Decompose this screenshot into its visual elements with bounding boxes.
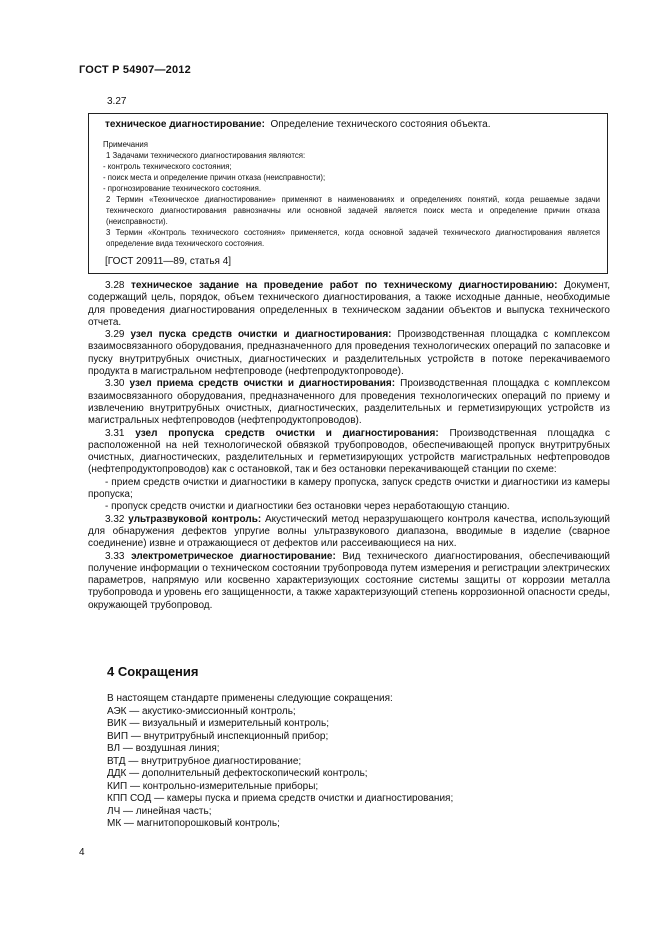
list-item: ВИП — внутритрубный инспекционный прибор; <box>107 730 329 742</box>
abbreviations-intro: В настоящем стандарте применены следующие сокращения: <box>107 693 393 704</box>
note-line: - прогнозирование технического состояния. <box>103 184 262 193</box>
clause-3-31-item <box>88 501 610 513</box>
notes-title: Примечания <box>103 140 149 149</box>
clause-number: 3.31 <box>105 427 125 439</box>
clause-3-32 <box>88 514 610 551</box>
clause-3-29 <box>88 329 610 378</box>
clause-text: - пропуск средств очистки и диагностики без остановки через неработающую станцию. <box>105 501 510 513</box>
clause-3-30 <box>88 378 610 427</box>
clause-term: узел пропуска средств очистки и диагностирования: <box>135 427 439 439</box>
term-definition-box <box>88 113 608 274</box>
note-line: 2 Термин «Техническое диагностирование» применяют в наименованиях и определениях понятий, когда решаемые задачи технического диагностирования равнозначны или основной задачей является поиск места и определение причин отказа (неисправности). <box>106 195 600 226</box>
source-reference: [ГОСТ 20911—89, статья 4] <box>105 256 232 267</box>
clause-number-3-27: 3.27 <box>107 96 127 107</box>
list-item: КПП СОД — камеры пуска и приема средств очистки и диагностирования; <box>107 793 454 804</box>
list-item: ДДК — дополнительный дефектоскопический контроль; <box>107 768 368 779</box>
page-number: 4 <box>79 847 85 858</box>
note-line: - поиск места и определение причин отказа (неисправности); <box>103 173 326 182</box>
clause-number: 3.33 <box>105 550 125 562</box>
clause-text: Вид технического диагностирования, обеспечивающий получение информации о техническом состоянии трубопровода путем измерения и регистрации электрических параметров, напрямую или косвенно характеризующих состояние системы защиты от коррозии металла трубопровода и уровень его защищенности, а также характеризующий степень коррозионной опасности среды, окружающей трубопровод. <box>88 550 611 611</box>
clause-term: ультразвуковой контроль: <box>128 513 262 525</box>
term-definition-line <box>105 119 490 130</box>
clause-term: узел приема средств очистки и диагностирования: <box>129 378 396 390</box>
clause-3-28 <box>88 280 610 329</box>
note-line: 3 Термин «Контроль технического состояния» применяется, когда основной задачей технического диагностирования является определение вида технического состояния. <box>106 228 600 248</box>
note-line: 1 Задачами технического диагностирования являются: <box>106 151 306 160</box>
clause-number: 3.29 <box>105 329 125 341</box>
list-item: ВЛ — воздушная линия; <box>107 743 220 754</box>
clause-text: Производственная площадка с комплексом взаимосвязанного оборудования, предназначенного для проведения технологических операций по запасовке и пуску внутритрубных очистных, диагностических и разделительных устройств в потоке перекачиваемого продукта в магистральном нефтепроводе (нефтепродуктопроводе). <box>88 329 611 378</box>
clause-term: техническое задание на проведение работ по техническому диагностированию: <box>131 280 558 291</box>
clause-3-31-item <box>88 477 610 502</box>
list-item: ЛЧ — линейная часть; <box>107 805 212 817</box>
abbreviations-list <box>107 693 453 831</box>
section-heading-abbreviations: 4 Сокращения <box>107 664 199 679</box>
list-item: КИП — контрольно-измерительные приборы; <box>107 780 319 792</box>
term-name: техническое диагностирование: <box>105 119 265 130</box>
note-line: - контроль технического состояния; <box>103 162 232 171</box>
clause-number: 3.32 <box>105 513 125 525</box>
clause-3-33 <box>88 551 610 612</box>
clause-text: - прием средств очистки и диагностики в камеру пропуска, запуск средств очистки и диагностики из камеры пропуска; <box>88 476 610 501</box>
notes-block <box>103 139 600 249</box>
clause-3-31 <box>88 428 610 477</box>
clause-text: Производственная площадка с расположенной на ней технологической обвязкой трубопроводов, обеспечивающей пропуск внутритрубных очистных, диагностических, разделительных и герметизирующих устройств магистральных нефтепроводов (нефтепродуктопроводов) как с остановкой, так и без остановки перекачивающей станции по схеме: <box>88 427 611 476</box>
clause-text: Акустический метод неразрушающего контроля качества, использующий для обнаружения дефектов упругие волны ультразвукового диапазона, вводимые в изделие (сварное соединение) извне и отражающиеся от дефектов или рассеивающиеся на них. <box>88 513 610 550</box>
document-header-title: ГОСТ Р 54907—2012 <box>79 64 191 76</box>
clause-number: 3.28 <box>105 280 125 291</box>
list-item: АЭК — акустико-эмиссионный контроль; <box>107 705 296 717</box>
list-item: ВТД — внутритрубное диагностирование; <box>107 755 302 767</box>
clause-text: Производственная площадка с комплексом взаимосвязанного оборудования, предназначенного для проведения технологических операций по приему и извлечению внутритрубных очистных, диагностических, разделительных и герметизирующих устройств из магистральных нефтепроводов (нефтепродуктопроводов). <box>88 378 610 427</box>
list-item: МК — магнитопорошковый контроль; <box>107 818 280 829</box>
clause-number: 3.30 <box>105 378 125 390</box>
clauses-body <box>88 280 610 612</box>
clause-term: узел пуска средств очистки и диагностирования: <box>130 329 392 341</box>
term-definition: Определение технического состояния объекта. <box>270 119 491 130</box>
clause-text: Документ, содержащий цель, порядок, объем технического диагностирования, а также исходные данные, необходимые для проведения диагностирования определенных в техническом задании объектов и выпуска технического отчета. <box>88 280 611 328</box>
list-item: ВИК — визуальный и измерительный контроль; <box>107 718 329 729</box>
clause-term: электрометрическое диагностирование: <box>131 550 336 562</box>
